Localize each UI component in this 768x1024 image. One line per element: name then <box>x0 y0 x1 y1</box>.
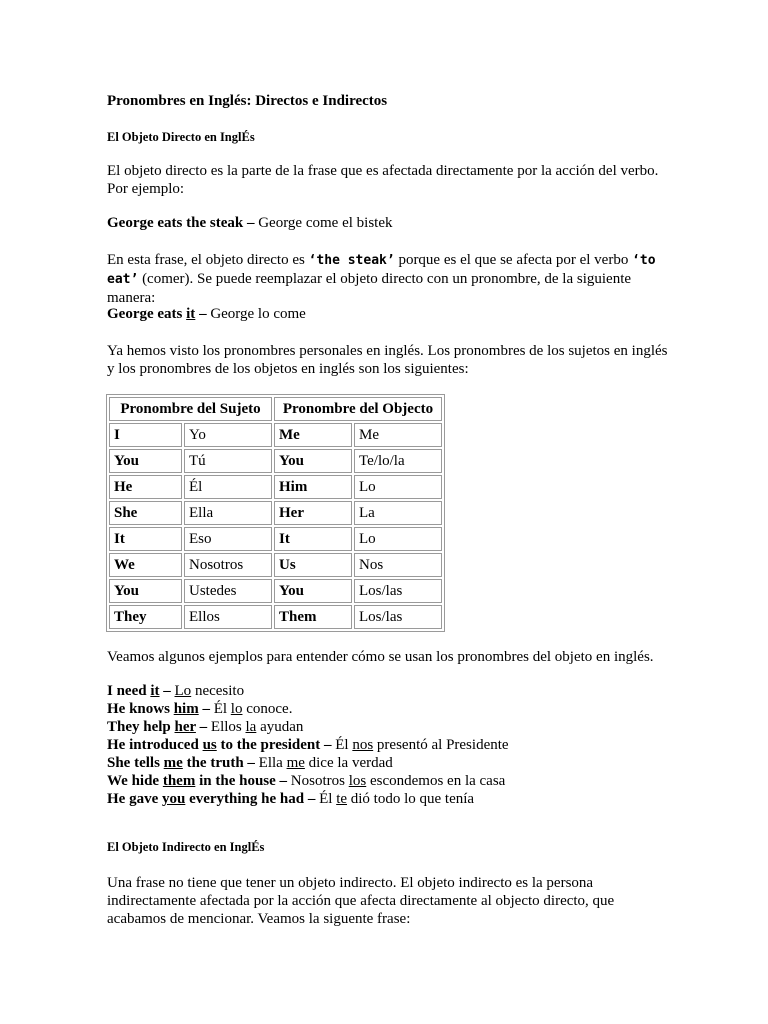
object-english: Her <box>274 501 352 525</box>
section-heading-indirect-object: El Objeto Indirecto en InglÉs <box>107 840 265 854</box>
quoted-term-the-steak: ‘the steak’ <box>308 253 395 268</box>
subject-english: I <box>109 423 182 447</box>
table-row <box>109 605 442 629</box>
table-row <box>109 553 442 577</box>
example-sentence-it <box>107 305 306 323</box>
object-english: You <box>274 449 352 473</box>
object-spanish: Te/lo/la <box>354 449 442 473</box>
section-heading-direct-object: El Objeto Directo en InglÉs <box>107 130 255 144</box>
object-english: Him <box>274 475 352 499</box>
list-item: He introduced us to the president – Él nos presentó al Presidente <box>107 737 509 753</box>
pronoun-table-intro: Ya hemos visto los pronombres personales en inglés. Los pronombres de los sujetos en inglés y los pronombres de los objetos en inglés son los siguientes: <box>107 343 668 377</box>
document-title: Pronombres en Inglés: Directos e Indirectos <box>107 93 388 109</box>
object-english: Them <box>274 605 352 629</box>
example-list <box>107 682 509 808</box>
header-object-pronoun: Pronombre del Objecto <box>274 397 442 421</box>
explain-text: (comer). Se puede reemplazar el objeto directo con un pronombre, de la siguiente manera: <box>107 271 632 306</box>
subject-spanish: Ella <box>184 501 272 525</box>
indirect-object-definition: Una frase no tiene que tener un objeto indirecto. El objeto indirecto es la persona indirectamente afectada por la acción que afecta directamente al objecto directo, que acabamos de mencionar. Veamos la siguente frase: <box>107 875 615 927</box>
explain-text: porque es el que se afecta por el verbo <box>394 252 633 268</box>
list-item: We hide them in the house – Nosotros los escondemos en la casa <box>107 773 506 789</box>
quoted-term-to-eat: ‘to eat’ <box>107 253 656 287</box>
direct-object-definition: El objeto directo es la parte de la frase que es afectada directamente por la acción del verbo. Por ejemplo: <box>107 163 659 197</box>
subject-spanish: Nosotros <box>184 553 272 577</box>
table-row <box>109 423 442 447</box>
subject-spanish: Ustedes <box>184 579 272 603</box>
explain-text: En esta frase, el objeto directo es <box>107 252 309 268</box>
object-english: Us <box>274 553 352 577</box>
subject-english: We <box>109 553 182 577</box>
subject-spanish: Ellos <box>184 605 272 629</box>
example-sentence-steak <box>107 214 392 232</box>
table-header-row <box>109 397 442 421</box>
example-spanish: George come el bistek <box>254 215 393 231</box>
object-spanish: Los/las <box>354 579 442 603</box>
object-spanish: Los/las <box>354 605 442 629</box>
header-subject-pronoun: Pronombre del Sujeto <box>109 397 272 421</box>
list-item: She tells me the truth – Ella me dice la verdad <box>107 755 393 771</box>
subject-english: You <box>109 579 182 603</box>
subject-english: She <box>109 501 182 525</box>
list-item: He knows him – Él lo conoce. <box>107 701 293 717</box>
example-english: George eats the steak – <box>107 215 255 231</box>
list-item: I need it – Lo necesito <box>107 683 245 699</box>
object-spanish: Me <box>354 423 442 447</box>
subject-spanish: Yo <box>184 423 272 447</box>
subject-spanish: Tú <box>184 449 272 473</box>
subject-english: They <box>109 605 182 629</box>
table-row <box>109 501 442 525</box>
subject-english: It <box>109 527 182 551</box>
pronoun-table <box>106 394 445 632</box>
list-item: He gave you everything he had – Él te dió todo lo que tenía <box>107 791 475 807</box>
subject-spanish: Eso <box>184 527 272 551</box>
object-english: You <box>274 579 352 603</box>
subject-spanish: Él <box>184 475 272 499</box>
object-spanish: La <box>354 501 442 525</box>
subject-english: He <box>109 475 182 499</box>
object-english: Me <box>274 423 352 447</box>
list-item: They help her – Ellos la ayudan <box>107 719 304 735</box>
example-spanish: George lo come <box>206 306 306 322</box>
table-row <box>109 527 442 551</box>
table-row <box>109 475 442 499</box>
example-english: George eats it – <box>107 306 207 322</box>
subject-english: You <box>109 449 182 473</box>
table-row <box>109 579 442 603</box>
examples-intro: Veamos algunos ejemplos para entender cómo se usan los pronombres del objeto en inglés. <box>107 649 654 665</box>
object-english: It <box>274 527 352 551</box>
table-row <box>109 449 442 473</box>
direct-object-explanation <box>107 251 677 307</box>
object-spanish: Lo <box>354 527 442 551</box>
object-spanish: Nos <box>354 553 442 577</box>
object-spanish: Lo <box>354 475 442 499</box>
